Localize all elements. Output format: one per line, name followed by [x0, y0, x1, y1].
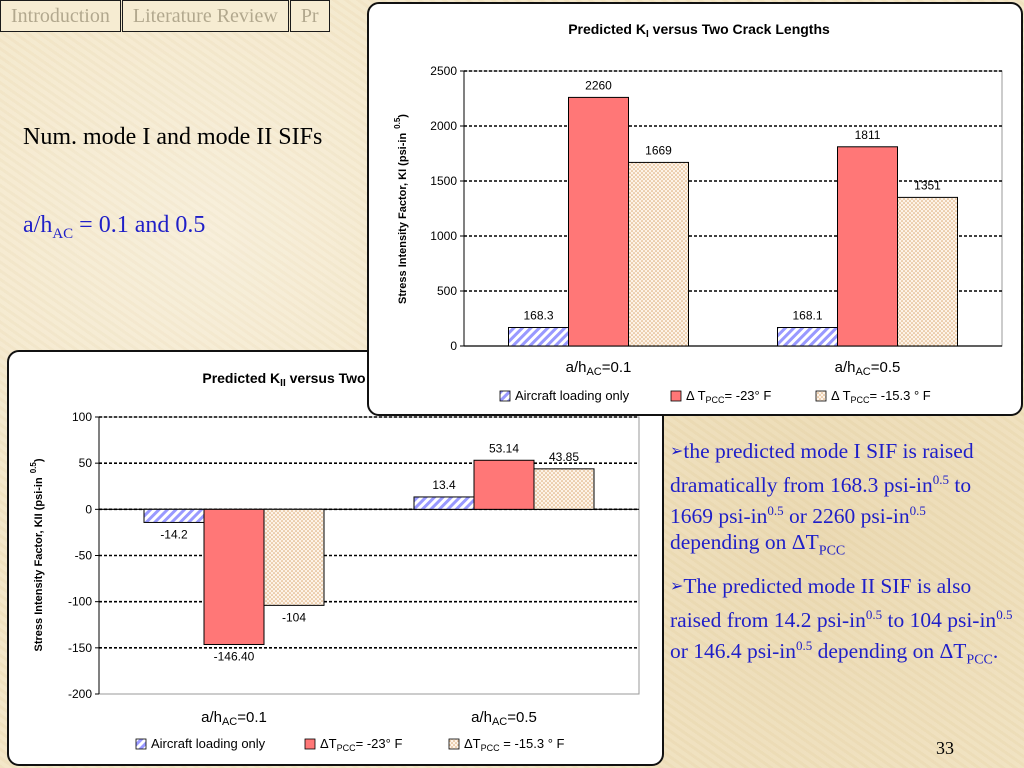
legend-label-main: Δ T	[831, 388, 851, 403]
bar-kii-s2-c0	[264, 509, 324, 605]
legend-label-main: Aircraft loading only	[151, 736, 266, 751]
category-label	[835, 359, 901, 378]
data-label: 43.85	[548, 449, 580, 464]
data-label: 168.1	[792, 308, 823, 323]
y-tick-label: 500	[436, 284, 457, 298]
legend-label-sub: PCC	[336, 743, 356, 753]
category-label-main: a/h	[834, 359, 856, 376]
category-label-sub: AC	[586, 366, 602, 378]
category-label-rest: =0.5	[870, 359, 901, 376]
chart-title-rest: versus Two	[285, 370, 366, 386]
data-label: 1669	[645, 143, 672, 158]
category-label-main: a/h	[201, 709, 222, 726]
data-label: 1811	[854, 127, 881, 142]
arrow-bullet-icon: ➢	[670, 443, 684, 460]
y-axis-label-main: Stress Intensity Factor, KI (psi-in	[397, 132, 409, 304]
category-label-sub: AC	[855, 366, 871, 378]
legend-label-rest: = -23° F	[355, 736, 403, 751]
ratio-suffix: = 0.1 and 0.5	[73, 212, 206, 238]
chart-panel-ki	[367, 2, 1023, 416]
bullet-text: The predicted mode II SIF is also raised from 14.2 psi-in	[670, 573, 972, 632]
y-tick-label: 0	[450, 339, 457, 353]
legend-label-rest: = -15.3 ° F	[499, 736, 565, 751]
chart-ki-svg	[369, 4, 1021, 414]
crack-ratio-text	[23, 212, 205, 243]
section-tabs	[0, 0, 331, 32]
category-label-main: a/h	[471, 709, 492, 726]
y-tick-label: 100	[71, 410, 92, 424]
bullet-text: or 2260 psi-in	[783, 504, 910, 529]
legend-label-rest: = -23° F	[724, 388, 772, 403]
legend-swatch	[671, 391, 681, 401]
y-axis-label	[29, 458, 45, 651]
bullet-text: to 104 psi-in	[882, 607, 997, 632]
category-label-rest: =0.1	[601, 359, 632, 376]
y-tick-label: -200	[67, 687, 92, 701]
data-label: 1351	[914, 178, 941, 193]
y-tick-label: -150	[67, 640, 92, 655]
category-label-sub: AC	[491, 716, 508, 728]
y-axis-label-main: Stress Intensity Factor, KII (psi-in	[33, 477, 45, 652]
bullet-sup: 0.5	[996, 606, 1013, 622]
y-tick-label: 2500	[430, 64, 457, 78]
bar-ki-s1-c0	[569, 97, 629, 346]
bar-ki-s0-c0	[509, 327, 569, 346]
tab-partial[interactable]: Pr	[290, 0, 330, 32]
bullet-text: .	[992, 638, 999, 663]
legend-label-main: Aircraft loading only	[515, 388, 630, 403]
y-tick-label: 2000	[430, 119, 457, 133]
arrow-bullet-icon: ➢	[670, 577, 684, 595]
bar-kii-s2-c1	[534, 469, 594, 509]
ratio-prefix: a/h	[23, 212, 53, 238]
data-label: 2260	[585, 78, 612, 93]
legend-swatch	[305, 739, 315, 749]
chart-title-rest: versus Two Crack Lengths	[648, 21, 830, 37]
bar-kii-s0-c1	[414, 497, 474, 509]
data-label: -14.2	[160, 527, 188, 542]
bar-ki-s1-c1	[838, 147, 898, 346]
data-label: 53.14	[488, 441, 520, 456]
bullet-text: the predicted mode I SIF is raised dramatically from 168.3 psi-in	[670, 439, 974, 498]
chart-title-sub: I	[646, 29, 649, 40]
bullet-text: depending on ΔT	[812, 638, 967, 663]
category-label	[201, 709, 267, 728]
y-tick-label: 50	[78, 456, 92, 471]
category-label	[471, 709, 537, 728]
bullet-sup: 0.5	[767, 503, 784, 519]
legend-label	[320, 736, 402, 753]
legend-label-main: ΔT	[464, 736, 481, 751]
chart-title-sub: II	[280, 378, 286, 389]
bullet-list	[670, 438, 1015, 681]
y-tick-label: 0	[85, 502, 92, 517]
y-axis-label-sup: 0.5	[29, 462, 38, 474]
category-label-sub: AC	[221, 716, 238, 728]
legend-swatch	[136, 739, 146, 749]
legend-label-sub: PCC	[850, 395, 870, 405]
legend-label	[831, 388, 931, 405]
legend-swatch	[816, 391, 826, 401]
data-label: 168.3	[523, 308, 554, 323]
bar-ki-s0-c1	[778, 328, 838, 346]
tab-literature-review[interactable]: Literature Review	[122, 0, 289, 32]
ratio-sub: AC	[52, 225, 74, 242]
chart-title	[202, 370, 365, 389]
bar-ki-s2-c1	[898, 197, 958, 346]
legend-label-main: Δ T	[686, 388, 706, 403]
legend-swatch	[500, 391, 510, 401]
y-tick-label: 1000	[430, 229, 457, 243]
category-label-main: a/h	[565, 359, 587, 376]
bar-ki-s2-c0	[629, 162, 689, 346]
y-tick-label: -50	[74, 548, 92, 563]
chart-title	[568, 21, 830, 40]
bullet-sup: 0.5	[865, 606, 883, 622]
bullet-sub: PCC	[966, 652, 993, 668]
bar-kii-s1-c0	[204, 509, 264, 644]
data-label: -146.40	[213, 649, 255, 664]
category-label-rest: =0.5	[507, 709, 537, 726]
legend-label	[464, 736, 565, 753]
bullet-text: depending on ΔT	[670, 530, 819, 555]
y-tick-label: 1500	[430, 174, 457, 188]
bullet-mode-i	[670, 438, 1015, 565]
bullet-sup: 0.5	[796, 637, 813, 653]
page-number: 33	[936, 738, 954, 758]
legend-swatch	[449, 739, 459, 749]
tab-introduction[interactable]: Introduction	[0, 0, 121, 32]
y-tick-label: -100	[67, 594, 92, 609]
legend-label	[686, 388, 771, 405]
bullet-text: to 1669 psi-in	[670, 473, 972, 529]
legend-label-sub: PCC	[705, 395, 725, 405]
legend-label-main: ΔT	[320, 736, 337, 751]
bullet-mode-ii	[670, 573, 1015, 674]
legend-label	[151, 736, 266, 751]
bullet-sub: PCC	[818, 543, 846, 559]
data-label: -104	[281, 610, 307, 625]
slide-heading: Num. mode I and mode II SIFs	[23, 124, 323, 150]
legend-label-rest: = -15.3 ° F	[869, 388, 931, 403]
y-axis-label-end: )	[397, 114, 409, 118]
y-axis-label	[393, 114, 409, 304]
legend-label-sub: PCC	[480, 743, 500, 753]
bar-kii-s1-c1	[474, 460, 534, 509]
category-label	[566, 359, 632, 378]
chart-title-main: Predicted K	[202, 370, 281, 386]
bullet-sup: 0.5	[932, 472, 949, 487]
bar-kii-s0-c0	[144, 509, 204, 522]
data-label: 13.4	[432, 477, 456, 492]
chart-title-main: Predicted K	[568, 21, 647, 37]
bullet-sup: 0.5	[909, 503, 926, 519]
legend-label	[515, 388, 630, 403]
category-label-rest: =0.1	[237, 709, 267, 726]
bullet-text: or 146.4 psi-in	[670, 638, 797, 663]
y-axis-label-sup: 0.5	[393, 117, 402, 129]
y-axis-label-end: )	[33, 458, 45, 463]
